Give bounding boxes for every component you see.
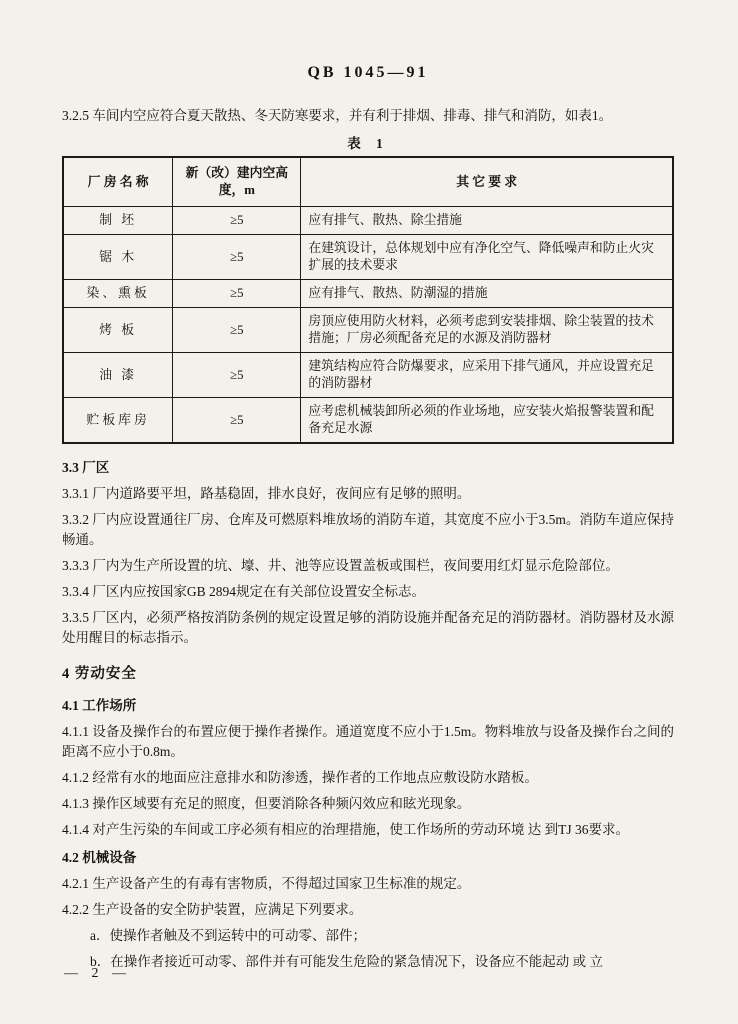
table-row [63,308,673,353]
table-row [63,280,673,308]
section-4-heading: 4 劳动安全 [62,666,137,682]
cell-clear-height: ≥5 [173,207,301,235]
cell-other-reqs: 房顶应使用防火材料，必须考虑到安装排烟、除尘装置的技术措施；厂房必须配备充足的水源及消防器材 [301,308,673,353]
clause-4-2-2: 4.2.2 生产设备的安全防护装置，应满足下列要求。 [62,902,363,917]
cell-other-reqs: 应考虑机械装卸所必须的作业场地，应安装火焰报警装置和配备充足水源 [301,398,673,444]
column-header-workshop-name: 厂 房 名 称 [63,157,173,207]
clause-3-3-1: 3.3.1 厂内道路要平坦，路基稳固，排水良好，夜间应有足够的照明。 [62,486,471,501]
clause-3-3-heading: 3.3 厂区 [62,460,110,475]
cell-clear-height: ≥5 [173,353,301,398]
table-row [63,398,673,444]
column-header-other-reqs: 其 它 要 求 [301,157,673,207]
cell-clear-height: ≥5 [173,280,301,308]
table-1 [62,156,674,444]
cell-workshop-name: 油 漆 [63,353,173,398]
clause-4-2-2-item-b: b．在操作者接近可动零、部件并有可能发生危险的紧急情况下，设备应不能起动 或 立 [90,954,603,969]
page-number: — 2 — [64,966,131,981]
clause-3-3-2: 3.3.2 厂内应设置通往厂房、仓库及可燃原料堆放场的消防车道，其宽度不应小于3.5m。消防车道应保持畅通。 [62,512,674,547]
clause-4-1-1: 4.1.1 设备及操作台的布置应便于操作者操作。通道宽度不应小于1.5m。物料堆放与设备及操作台之间的距离不应小于0.8m。 [62,724,674,759]
cell-clear-height: ≥5 [173,398,301,444]
cell-clear-height: ≥5 [173,235,301,280]
clause-3-3-5: 3.3.5 厂区内，必须严格按消防条例的规定设置足够的消防设施并配备充足的消防器材。消防器材及水源处用醒目的标志指示。 [62,610,674,645]
clause-4-1-heading: 4.1 工作场所 [62,698,137,713]
cell-other-reqs: 应有排气、散热、防潮湿的措施 [301,280,673,308]
clause-3-2-5: 3.2.5 车间内空应符合夏天散热、冬天防寒要求，并有利于排烟、排毒、排气和消防，如表1。 [62,108,613,123]
table-row [63,235,673,280]
cell-workshop-name: 制 坯 [63,207,173,235]
cell-workshop-name: 贮板库房 [63,398,173,444]
doc-number: QB 1045—91 [307,64,429,81]
table-1-caption: 表 1 [347,136,389,151]
cell-other-reqs: 建筑结构应符合防爆要求，应采用下排气通风，并应设置充足的消防器材 [301,353,673,398]
clause-4-2-2-item-a: a．使操作者触及不到运转中的可动零、部件； [90,928,366,943]
clause-4-2-heading: 4.2 机械设备 [62,850,137,865]
cell-workshop-name: 染、熏板 [63,280,173,308]
clause-4-2-1: 4.2.1 生产设备产生的有毒有害物质，不得超过国家卫生标准的规定。 [62,876,471,891]
table-header-row [63,157,673,207]
clause-4-1-4: 4.1.4 对产生污染的车间或工序必须有相应的治理措施，使工作场所的劳动环境 达 到TJ 36要求。 [62,822,629,837]
clause-3-3-4: 3.3.4 厂区内应按国家GB 2894规定在有关部位设置安全标志。 [62,584,426,599]
column-header-clear-height: 新（改）建内空高度，m [173,157,301,207]
table-row [63,207,673,235]
document-header [62,64,674,82]
cell-workshop-name: 烤 板 [63,308,173,353]
clause-3-3-3: 3.3.3 厂内为生产所设置的坑、壕、井、池等应设置盖板或围栏，夜间要用红灯显示危险部位。 [62,558,619,573]
cell-other-reqs: 应有排气、散热、除尘措施 [301,207,673,235]
table-row [63,353,673,398]
cell-other-reqs: 在建筑设计，总体规划中应有净化空气、降低噪声和防止火灾扩展的技术要求 [301,235,673,280]
cell-workshop-name: 锯 木 [63,235,173,280]
clause-4-1-2: 4.1.2 经常有水的地面应注意排水和防渗透，操作者的工作地点应敷设防水踏板。 [62,770,538,785]
cell-clear-height: ≥5 [173,308,301,353]
clause-4-1-3: 4.1.3 操作区域要有充足的照度，但要消除各种频闪效应和眩光现象。 [62,796,471,811]
